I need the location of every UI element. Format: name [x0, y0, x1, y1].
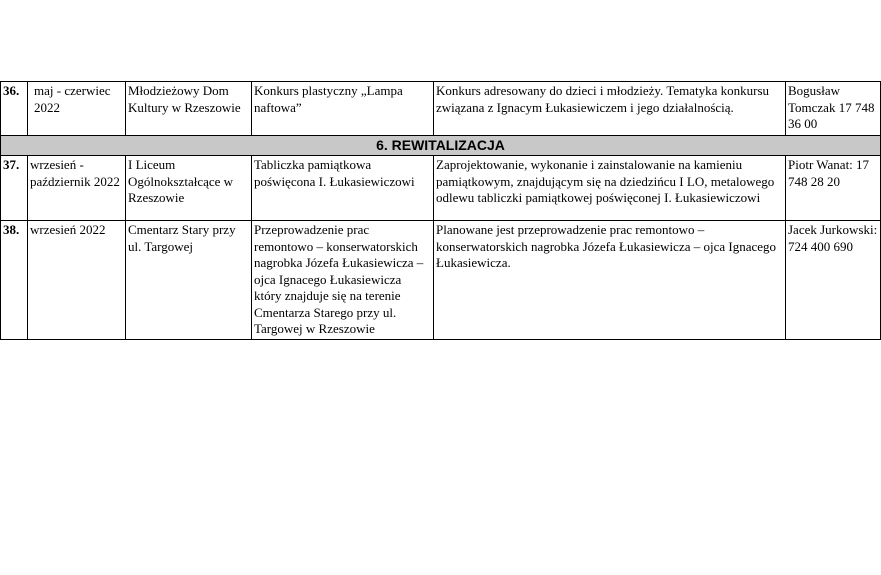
row-description: Konkurs adresowany do dzieci i młodzieży. Tematyka konkursu związana z Ignacym Łukasiewiczem i jego działalnością.	[434, 82, 786, 136]
table-row	[1, 221, 881, 340]
row-title: Tabliczka pamiątkowa poświęcona I. Łukasiewiczowi	[252, 156, 434, 221]
events-table-container	[0, 81, 880, 340]
row-contact: Bogusław Tomczak 17 748 36 00	[786, 82, 881, 136]
table-row	[1, 82, 881, 136]
table-row	[1, 156, 881, 221]
section-header-row	[1, 136, 881, 156]
row-number: 38.	[1, 221, 28, 340]
row-date: wrzesień 2022	[28, 221, 126, 340]
row-number: 36.	[1, 82, 28, 136]
row-title: Przeprowadzenie prac remontowo – konserwatorskich nagrobka Józefa Łukasiewicza – ojca Ignacego Łukasiewicza który znajduje się na terenie Cmentarza Starego przy ul. Targowej w Rzeszowie	[252, 221, 434, 340]
row-description: Zaprojektowanie, wykonanie i zainstalowanie na kamieniu pamiątkowym, znajdującym się na dziedzińcu I LO, metalowego odlewu tabliczki pamiątkowej poświęconej I. Łukasiewiczowi	[434, 156, 786, 221]
row-organizer: Młodzieżowy Dom Kultury w Rzeszowie	[126, 82, 252, 136]
row-description: Planowane jest przeprowadzenie prac remontowo – konserwatorskich nagrobka Józefa Łukasiewicza – ojca Ignacego Łukasiewicza.	[434, 221, 786, 340]
row-date: wrzesień - październik 2022	[28, 156, 126, 221]
events-table	[0, 81, 881, 340]
row-contact: Piotr Wanat: 17 748 28 20	[786, 156, 881, 221]
row-number: 37.	[1, 156, 28, 221]
row-organizer: Cmentarz Stary przy ul. Targowej	[126, 221, 252, 340]
section-title: 6. REWITALIZACJA	[1, 136, 881, 156]
row-title: Konkurs plastyczny „Lampa naftowa”	[252, 82, 434, 136]
row-contact: Jacek Jurkowski: 724 400 690	[786, 221, 881, 340]
row-date: maj - czerwiec 2022	[28, 82, 126, 136]
row-organizer: I Liceum Ogólnokształcące w Rzeszowie	[126, 156, 252, 221]
